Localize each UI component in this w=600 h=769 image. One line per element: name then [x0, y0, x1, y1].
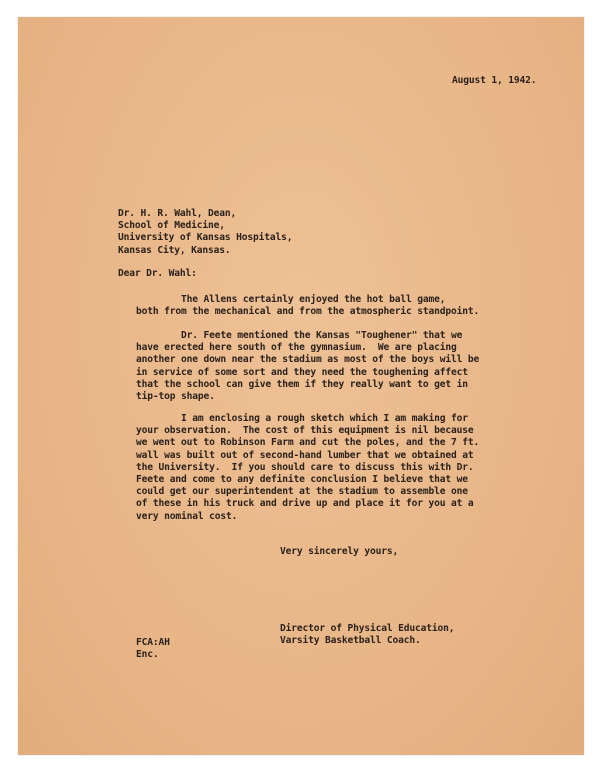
- paragraph-line: Dr. Feete mentioned the Kansas "Toughener" that we: [136, 330, 463, 341]
- paragraph-1: [136, 294, 479, 318]
- paragraph-line: both from the mechanical and from the atmospheric standpoint.: [136, 306, 480, 318]
- recipient-line: University of Kansas Hospitals,: [118, 232, 293, 244]
- enclosure-line: Enc.: [136, 649, 159, 661]
- paragraph-line: I am enclosing a rough sketch which I am making for: [136, 413, 468, 424]
- signature-line: Director of Physical Education,: [280, 623, 455, 634]
- paragraph-line: the University. If you should care to discuss this with Dr.: [136, 461, 474, 473]
- signature-line: Varsity Basketball Coach.: [280, 635, 421, 647]
- paragraph-line: another one down near the stadium as most of the boys will be: [136, 354, 480, 366]
- recipient-line: Dr. H. R. Wahl, Dean,: [118, 208, 237, 219]
- recipient-line: School of Medicine,: [118, 220, 225, 232]
- recipient-address: [118, 208, 292, 257]
- paragraph-line: tip-top shape.: [136, 391, 215, 403]
- recipient-line: Kansas City, Kansas.: [118, 244, 231, 256]
- paragraph-line: we went out to Robinson Farm and cut the poles, and the 7 ft.: [136, 437, 480, 449]
- reference-initials: [136, 637, 170, 661]
- initials-line: FCA:AH: [136, 637, 170, 648]
- paragraph-line: of these in his truck and drive up and place it for you at a: [136, 498, 474, 510]
- paragraph-line: in service of some sort and they need the toughening affect: [136, 366, 468, 378]
- salutation: Dear Dr. Wahl:: [118, 268, 197, 279]
- paragraph-line: very nominal cost.: [136, 510, 238, 522]
- paragraph-line: wall was built out of second-hand lumber that we obtained at: [136, 449, 474, 461]
- paragraph-2: [136, 330, 479, 403]
- paragraph-line: have erected here south of the gymnasium. We are placing: [136, 342, 457, 354]
- paragraph-line: could get our superintendent at the stadium to assemble one: [136, 486, 468, 498]
- paragraph-line: your observation. The cost of this equipment is nil because: [136, 425, 474, 437]
- paragraph-line: The Allens certainly enjoyed the hot ball game,: [136, 294, 446, 305]
- signature-title: [280, 623, 454, 647]
- letter-date: August 1, 1942.: [452, 75, 537, 86]
- paragraph-3: [136, 413, 479, 523]
- paragraph-line: Feete and come to any definite conclusion I believe that we: [136, 474, 468, 486]
- letter-sheet: [18, 17, 584, 755]
- paragraph-line: that the school can give them if they really want to get in: [136, 378, 468, 390]
- closing: Very sincerely yours,: [280, 546, 399, 557]
